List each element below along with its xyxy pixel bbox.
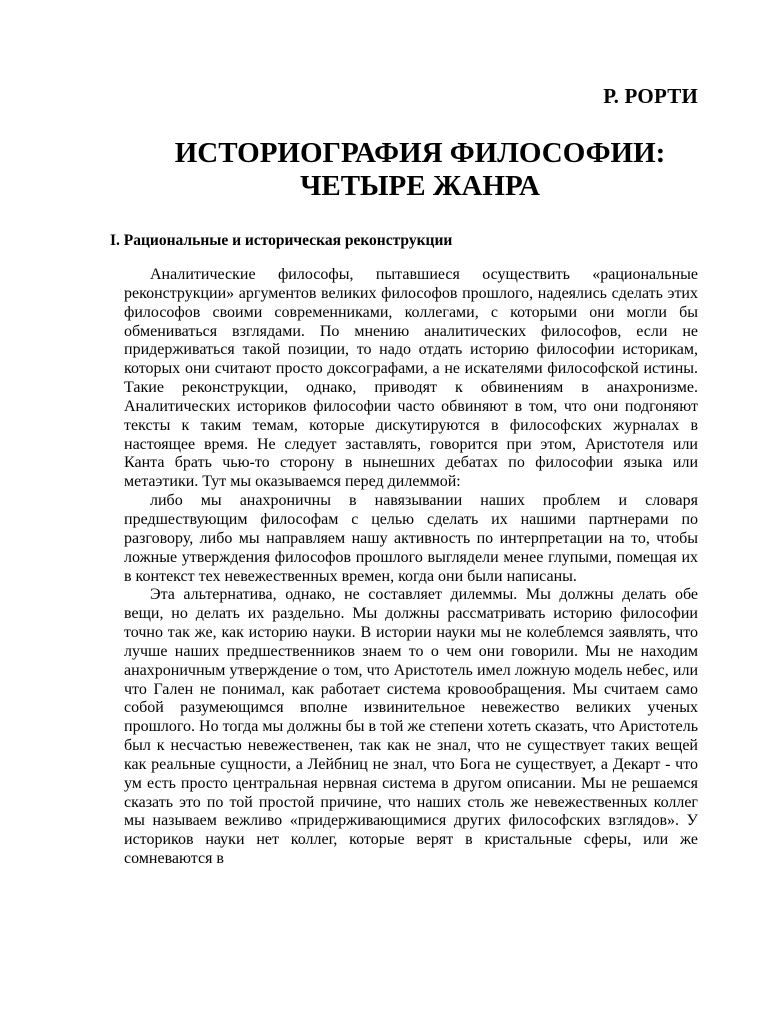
paragraph: либо мы анахроничны в навязывании наших проблем и словаря предшествующим философам с целью сделать их нашими партнерами по разговору, либо мы направляем нашу активность по интерпретации на то, чтобы ложные утверждения философов прошлого выглядели менее глупыми, помещая их в контекст тех невежественных времен, когда они были написаны.	[124, 492, 698, 585]
paragraph: Аналитические философы, пытавшиеся осуществить «рациональные реконструкции» аргументов великих философов прошлого, надеялись сделать этих философов своими современниками, коллегами, с которыми они могли бы обмениваться взглядами. По мнению аналитических философов, если не придерживаться такой позиции, то надо отдать историю философии историкам, которых они считают просто доксографами, а не искателями философской истины. Такие реконструкции, однако, приводят к обвинениям в анахронизме. Аналитических историков философии часто обвиняют в том, что они подгоняют тексты к таким темам, которые дискутируются в философских журналах в настоящее время. Не следует заставлять, говорится при этом, Аристотеля или Канта брать чью-то сторону в нынешних дебатах по философии языка или метаэтики. Тут мы оказываемся перед дилеммой:	[124, 266, 698, 491]
title-line-2: ЧЕТЫРЕ ЖАНРА	[300, 170, 540, 202]
section-heading: I. Рациональные и историческая реконструкции	[110, 232, 453, 249]
paragraph: Эта альтернатива, однако, не составляет дилеммы. Мы должны делать обе вещи, но делать их раздельно. Мы должны рассматривать историю философии точно так же, как историю науки. В истории науки мы не колеблемся заявлять, что лучше наших предшественников знаем то о чем они говорили. Мы не находим анахроничным утверждение о том, что Аристотель имел ложную модель небес, или что Гален не понимал, как работает система кровообращения. Мы считаем само собой разумеющимся вполне извинительное невежество великих ученых прошлого. Но тогда мы должны бы в той же степени хотеть сказать, что Аристотель был к несчастью невежественен, так как не знал, что не существует таких вещей как реальные сущности, а Лейбниц не знал, что Бога не существует, а Декарт - что ум есть просто центральная нервная система в другом описании. Мы не решаемся сказать это по той простой причине, что наших столь же невежественных коллег мы называем вежливо «придерживающимися других философских взглядов». У историков науки нет коллег, которые верят в кристальные сферы, или же сомневаются в	[124, 586, 698, 868]
title-line-1: ИСТОРИОГРАФИЯ ФИЛОСОФИИ:	[174, 137, 666, 169]
body-text	[124, 266, 698, 869]
author-name: Р. РОРТИ	[603, 84, 698, 108]
document-title	[140, 137, 700, 203]
